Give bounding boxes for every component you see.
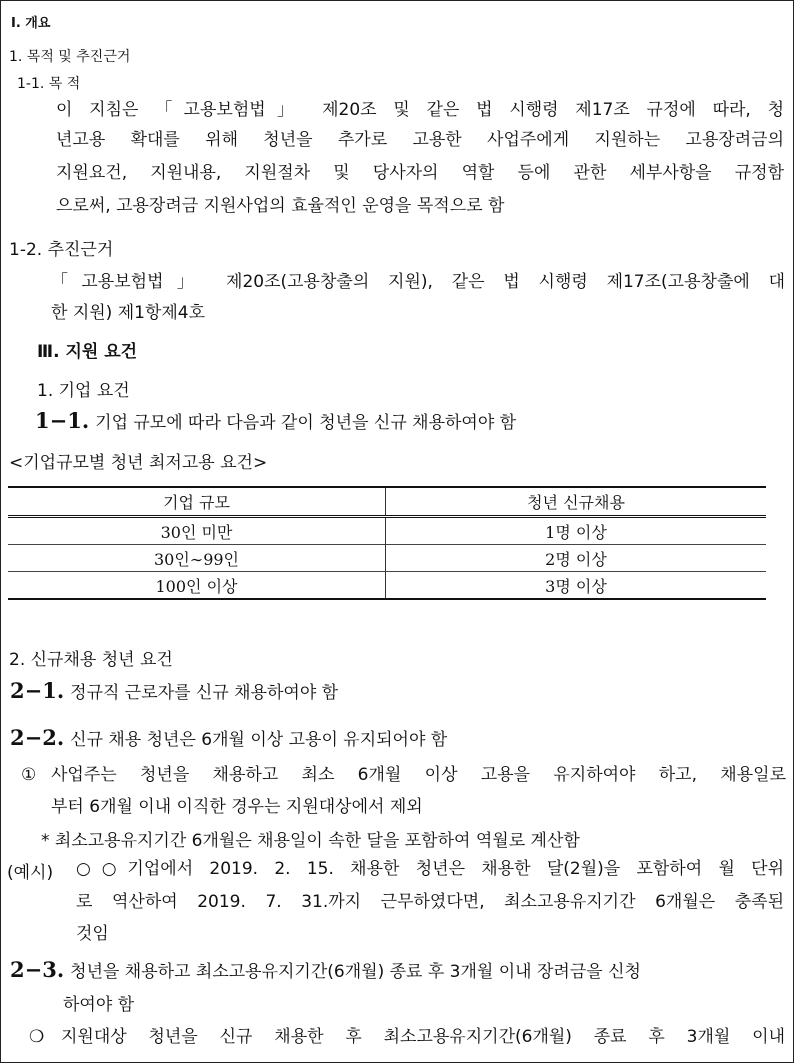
youth-requirement-3-continued: 하여야 함 (63, 995, 135, 1015)
example-line: ○○기업에서 2019. 2. 15. 채용한 청년은 채용한 달(2월)을 포함하여 월 단위 (76, 859, 784, 879)
column-header: 기업 규모 (8, 487, 386, 517)
youth-requirement-2-text: 신규 채용 청년은 6개월 이상 고용이 유지되어야 함 (70, 730, 448, 750)
youth-requirement-1 (10, 678, 338, 703)
youth-requirement-2 (10, 725, 447, 750)
youth-requirement-1-text: 정규직 근로자를 신규 채용하여야 함 (70, 683, 339, 703)
overview-heading: Ⅰ. 개요 (11, 16, 51, 31)
basis-heading: 1-2. 추진근거 (9, 240, 114, 260)
company-requirement-1-number: 1−1. (35, 408, 90, 433)
column-header: 청년 신규채용 (386, 487, 767, 517)
calculation-note: * 최소고용유지기간 6개월은 채용일이 속한 달을 포함하여 역월로 계산함 (41, 831, 580, 851)
item-1-line: 부터 6개월 이내 이직한 경우는 지원대상에서 제외 (51, 797, 423, 817)
support-requirements-heading: Ⅲ. 지원 요건 (37, 342, 138, 362)
example-line: 로 역산하여 2019. 7. 31.까지 근무하였다면, 최소고용유지기간 6개월은 충족된 (76, 892, 784, 912)
company-requirements-heading: 1. 기업 요건 (37, 381, 130, 401)
table-cell: 1명 이상 (386, 517, 767, 545)
purpose-line: 지원요건, 지원내용, 지원절차 및 당사자의 역할 등에 관한 세부사항을 규정함 (56, 163, 784, 183)
youth-requirements-heading: 2. 신규채용 청년 요건 (9, 650, 173, 670)
table-cell: 30인 미만 (160, 522, 233, 542)
purpose-line: 으로써, 고용장려금 지원사업의 효율적인 운영을 목적으로 함 (56, 196, 505, 216)
youth-requirement-2-number: 2−2. (10, 725, 65, 750)
table-row (8, 517, 766, 545)
purpose-line: 년고용 확대를 위해 청년을 추가로 고용한 사업주에게 지원하는 고용장려금의 (56, 130, 784, 150)
table-row (8, 545, 766, 572)
company-requirement-1 (35, 408, 516, 433)
bullet-line: 지원대상 청년을 신규 채용한 후 최소고용유지기간(6개월) 종료 후 3개월 이내 (61, 1027, 785, 1047)
basis-line: 「고용보험법」 제20조(고용창출의 지원), 같은 법 시행령 제17조(고용창출에 대 (51, 272, 785, 292)
table-cell: 2명 이상 (386, 545, 767, 572)
table-cell: 3명 이상 (386, 572, 767, 600)
youth-requirement-3-text: 청년을 채용하고 최소고용유지기간(6개월) 종료 후 3개월 이내 장려금을 신청 (70, 962, 641, 982)
purpose-heading: 1-1. 목 적 (17, 76, 81, 92)
table-header-row (8, 487, 766, 517)
item-1-line: 사업주는 청년을 채용하고 최소 6개월 이상 고용을 유지하여야 하고, 채용일로 (51, 765, 786, 785)
youth-hiring-table (8, 486, 766, 600)
table-caption: <기업규모별 청년 최저고용 요건> (9, 453, 268, 473)
table-row (8, 572, 766, 600)
circled-number-1-marker: ① (21, 765, 37, 785)
purpose-basis-heading: 1. 목적 및 추진근거 (9, 49, 131, 65)
basis-line: 한 지원) 제1항제4호 (51, 303, 206, 323)
purpose-line: 이 지침은 「고용보험법」 제20조 및 같은 법 시행령 제17조 규정에 따라, 청 (56, 100, 784, 120)
table-cell: 30인∼99인 (153, 549, 240, 569)
youth-requirement-3 (10, 957, 786, 982)
table-cell: 100인 이상 (155, 576, 238, 596)
youth-requirement-1-number: 2−1. (10, 678, 65, 703)
youth-requirement-3-number: 2−3. (10, 957, 65, 982)
company-requirement-1-text: 기업 규모에 따라 다음과 같이 청년을 신규 채용하여야 함 (95, 413, 517, 433)
example-label: (예시) (7, 863, 54, 883)
example-line: 것임 (76, 924, 109, 944)
bullet-circle-marker: ❍ (29, 1027, 45, 1047)
